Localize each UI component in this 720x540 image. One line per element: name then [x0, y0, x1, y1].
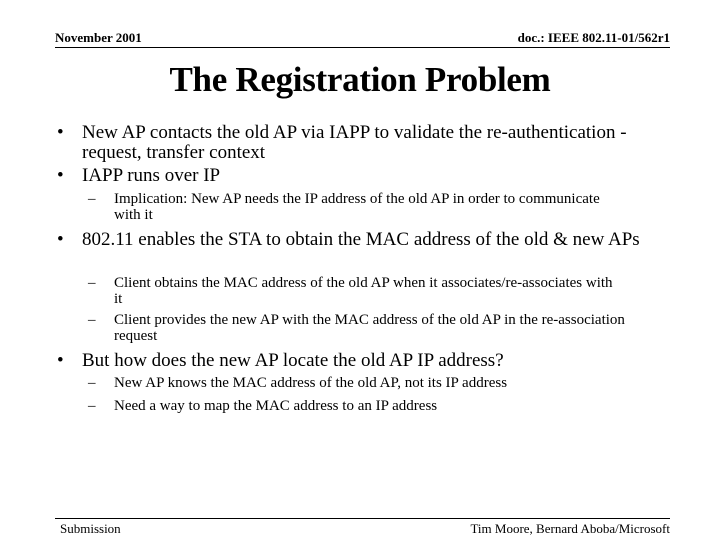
sub-bullet-item [88, 312, 628, 344]
footer-submission: Submission [60, 521, 121, 536]
bullet-marker: • [57, 229, 64, 250]
sub-bullet-item [88, 275, 628, 307]
sub-bullet-item [88, 375, 628, 391]
bullet-item [57, 351, 677, 371]
footer-divider [55, 518, 670, 519]
bullet-item [57, 123, 677, 163]
bullet-text: But how does the new AP locate the old AP IP address? [82, 350, 504, 371]
bullet-marker: • [57, 350, 64, 371]
dash-marker: – [88, 275, 96, 291]
bullet-text: IAPP runs over IP [82, 165, 221, 186]
header-doc-id: doc.: IEEE 802.11-01/562r1 [517, 30, 670, 45]
sub-bullet-text: Need a way to map the MAC address to an IP address [114, 398, 438, 414]
bullet-marker: • [57, 122, 64, 143]
bullet-item [57, 166, 677, 186]
bullet-item [57, 230, 677, 250]
dash-marker: – [88, 375, 96, 391]
bullet-marker: • [57, 165, 64, 186]
bullet-text: New AP contacts the old AP via IAPP to validate the re-authentication -request, transfer context [82, 122, 627, 163]
sub-bullet-text: Client obtains the MAC address of the old AP when it associates/re-associates with it [114, 275, 613, 307]
sub-bullet-item [88, 191, 628, 223]
slide-title: The Registration Problem [169, 60, 551, 99]
header-date: November 2001 [55, 30, 142, 45]
sub-bullet-item [88, 398, 628, 414]
dash-marker: – [88, 312, 96, 328]
dash-marker: – [88, 398, 96, 414]
sub-bullet-text: Client provides the new AP with the MAC address of the old AP in the re-association request [114, 312, 625, 344]
footer-authors: Tim Moore, Bernard Aboba/Microsoft [470, 521, 670, 536]
bullet-text: 802.11 enables the STA to obtain the MAC address of the old & new APs [82, 229, 640, 250]
header-divider [55, 47, 670, 48]
dash-marker: – [88, 191, 96, 207]
sub-bullet-text: Implication: New AP needs the IP address of the old AP in order to communicate with it [114, 191, 600, 223]
sub-bullet-text: New AP knows the MAC address of the old AP, not its IP address [114, 375, 508, 391]
